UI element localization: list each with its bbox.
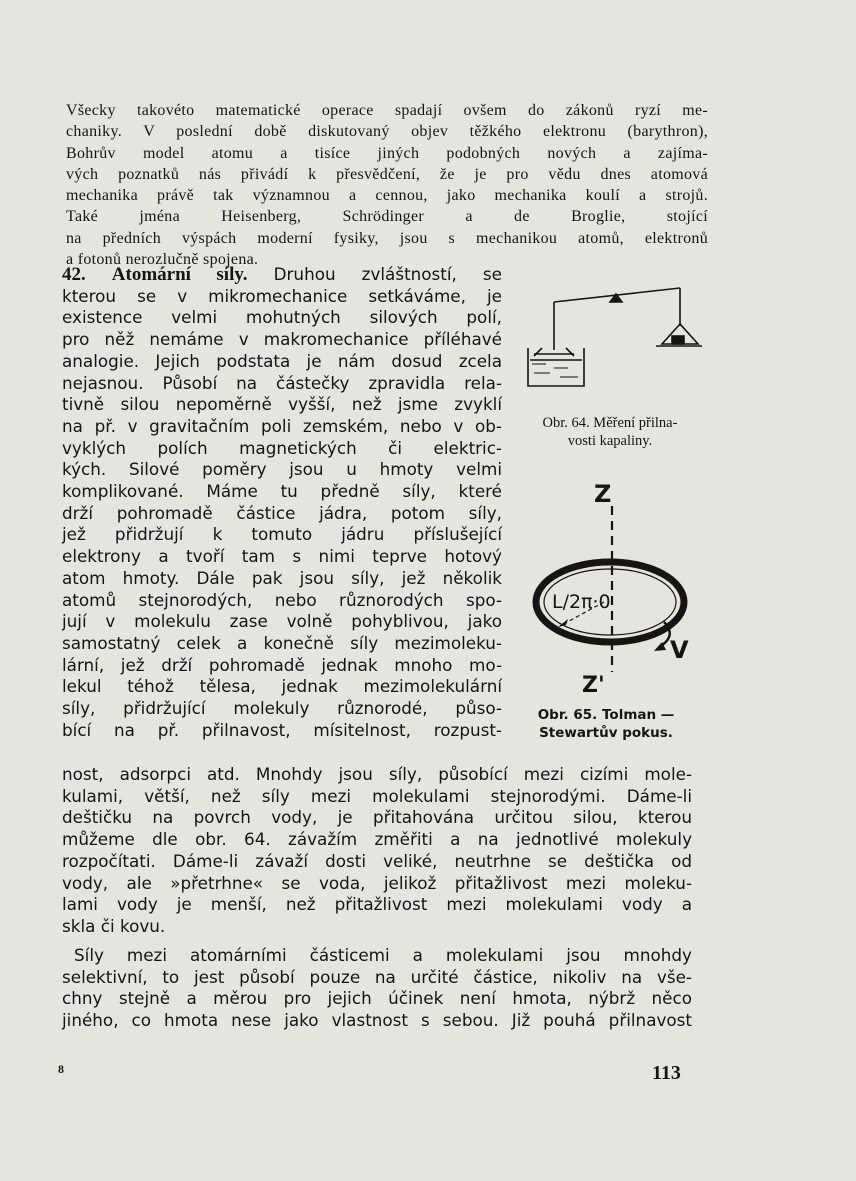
body-line: kých. Silové poměry jsou u hmoty velmi — [62, 459, 502, 480]
body-line: síly, přidržující molekuly různorodé, půso- — [62, 698, 502, 719]
body-line: vody, ale »přetrhne« se voda, jelikož přitažlivost mezi moleku- — [62, 872, 692, 893]
body-line: lami vody je menší, než přitažlivost mezi molekulami vody a — [62, 894, 692, 915]
section-number: 42. — [62, 264, 86, 285]
intro-line: mechanika právě tak významnou a cennou, jako mechanika koulí a strojů. — [66, 187, 708, 205]
body-line: lekul téhož tělesa, jednak mezimolekulární — [62, 676, 502, 697]
section-title: Atomární síly. — [111, 264, 248, 285]
intro-line: Bohrův model atomu a tisíce jiných podobných nových a zajíma- — [66, 144, 708, 162]
caption-line: Stewartův pokus. — [539, 725, 673, 741]
body-line: chny stejně a měrou pro jejich účinek není hmota, nýbrž něco — [62, 988, 692, 1009]
body-line: kulami, větší, než síly mezi molekulami stejnorodými. Dáme-li — [62, 785, 692, 806]
body-line: můžeme dle obr. 64. závažím změřiti a na jednotlivé molekuly — [62, 829, 692, 850]
body-line: elektrony a tvoří tam s nimi teprve hotový — [62, 546, 502, 567]
body-line: nost, adsorpci atd. Mnohdy jsou síly, působící mezi cizími mole- — [62, 764, 692, 784]
caption-line: Obr. 65. Tolman — — [537, 707, 675, 723]
velocity-label: V — [670, 636, 689, 664]
intro-paragraph — [66, 100, 708, 270]
body-line: atomů stejnorodých, nebo různorodých spo- — [62, 589, 502, 610]
intro-line: Všecky takovéto matematické operace spadají ovšem do zákonů ryzí me- — [66, 102, 708, 119]
body-line: samostatný celek a konečně síly mezimoleku- — [62, 632, 502, 653]
signature-mark: 8 — [58, 1062, 64, 1076]
body-line: tivně silou nepoměrně vyšší, než jsme zvyklí — [62, 394, 502, 415]
full-width-paragraph-2 — [62, 945, 692, 1032]
caption-line: vosti kapaliny. — [567, 433, 653, 449]
body-line: na př. v gravitačním poli zemském, nebo v ob- — [62, 415, 502, 436]
intro-line: chaniky. V poslední době diskutovaný objev těžkého elektronu (barythron), — [66, 123, 708, 141]
body-line: jují v molekulu zase volně pohyblivou, jako — [62, 611, 502, 632]
axis-label-bottom: Z' — [582, 673, 605, 698]
body-line: vyklých polích magnetických či elektric- — [62, 437, 502, 458]
ring-formula-label: L/2π·0 — [552, 591, 611, 613]
figure-64-caption — [512, 414, 708, 450]
body-line: Druhou zvláštností, se — [273, 264, 502, 284]
body-line: skla či kovu. — [62, 915, 166, 936]
body-line: analogie. Jejich podstata je nám dosud zcela — [62, 350, 502, 371]
main-column-text — [62, 264, 502, 741]
page-number: 113 — [652, 1062, 681, 1084]
body-line: jiného, co hmota nese jako vlastnost s sebou. Již pouhá přilnavost — [62, 1010, 692, 1031]
intro-line: a fotonů nerozlučně spojena. — [66, 251, 259, 269]
axis-label-top: Z — [594, 480, 612, 508]
figure-65-tolman-stewart — [520, 476, 700, 700]
body-line: Síly mezi atomárními částicemi a molekulami jsou mnohdy — [74, 945, 692, 965]
section-heading-line — [62, 264, 502, 286]
body-line: pro něž nemáme v makromechanice příléhavé — [62, 329, 502, 350]
body-line: lární, jež drží pohromadě jednak mnoho mo- — [62, 654, 502, 675]
figure-65-caption — [516, 706, 696, 742]
body-line: nejasnou. Působí na částečky zpravidla rela- — [62, 372, 502, 393]
body-line: drží pohromadě částice jádra, potom síly, — [62, 502, 502, 523]
body-line: selektivní, to jest působí pouze na určité částice, nikoliv na vše- — [62, 966, 692, 987]
body-line: existence velmi mohutných silových polí, — [62, 307, 502, 328]
body-line: atom hmoty. Dále pak jsou síly, jež několik — [62, 567, 502, 588]
body-line: komplikované. Máme tu předně síly, které — [62, 481, 502, 502]
intro-line: Také jména Heisenberg, Schrödinger a de Broglie, stojící — [66, 208, 708, 226]
body-line: jež přidržují k tomuto jádru příslušející — [62, 524, 502, 545]
caption-line: Obr. 64. Měření přilna- — [542, 415, 678, 431]
full-width-paragraph — [62, 764, 692, 938]
figure-64-balance — [520, 276, 710, 412]
intro-line: vých poznatků nás přivádí k přesvědčení, že je pro vědu dnes atomová — [66, 165, 708, 183]
body-line: bící na př. přilnavost, mísitelnost, rozpust- — [62, 719, 502, 740]
body-line: kterou se v mikromechanice setkáváme, je — [62, 285, 502, 306]
body-line: rozpočítati. Dáme-li závaží dosti veliké, neutrhne se deštička od — [62, 850, 692, 871]
intro-line: na předních výspách moderní fysiky, jsou s mechanikou atomů, elektronů — [66, 229, 708, 247]
body-line: deštičku na povrch vody, je přitahována určitou silou, kterou — [62, 807, 692, 828]
